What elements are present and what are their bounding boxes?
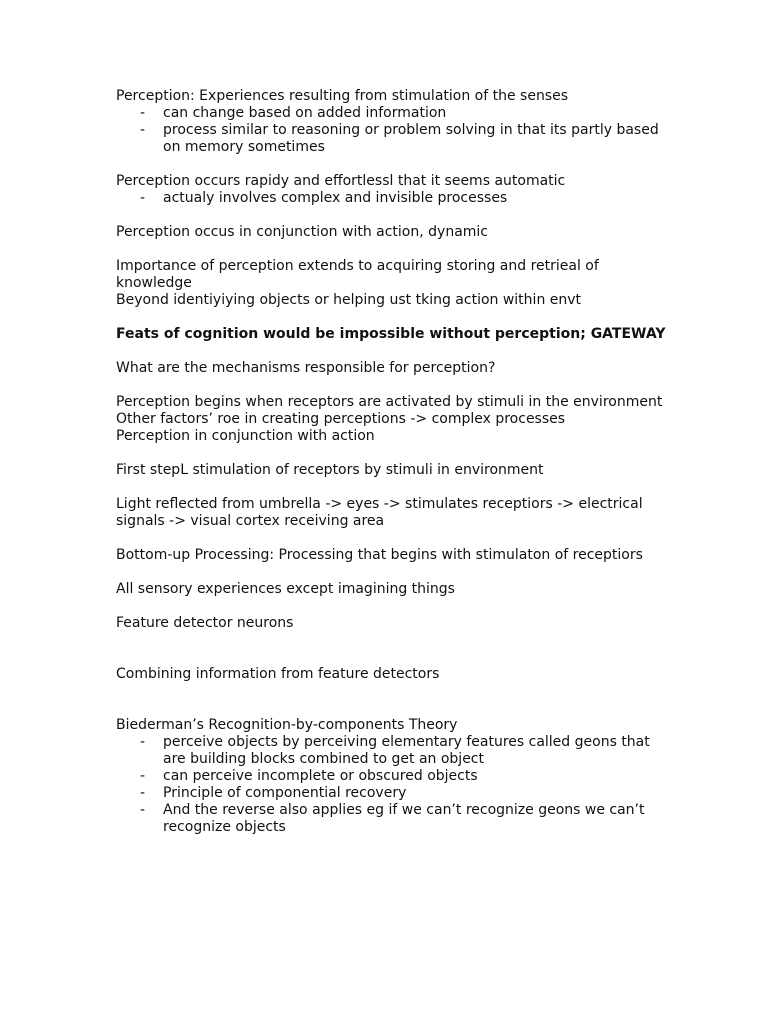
bullet-list xyxy=(116,190,676,207)
bullet-list xyxy=(116,734,676,836)
list-item: - perceive objects by perceiving elementary features called geons that are building blocks combined to get an object xyxy=(140,734,650,767)
bullet-dash: - xyxy=(140,122,146,138)
list-item: - actualy involves complex and invisible processes xyxy=(140,190,508,206)
paragraph-light-reflected: Light reflected from umbrella -> eyes -> stimulates receptiors -> electrical signals -> visual cortex receiving area xyxy=(116,496,643,529)
paragraph-first-step: First stepL stimulation of receptors by stimuli in environment xyxy=(116,462,544,478)
document-body xyxy=(116,88,676,836)
paragraph-mechanisms-question: What are the mechanisms responsible for perception? xyxy=(116,360,496,376)
bullet-dash: - xyxy=(140,734,146,750)
bullet-dash: - xyxy=(140,105,146,121)
paragraph-biederman: Biederman’s Recognition-by-components Theory xyxy=(116,717,458,733)
list-item: - can perceive incomplete or obscured objects xyxy=(140,768,478,784)
paragraph-gateway: Feats of cognition would be impossible without perception; GATEWAY xyxy=(116,326,666,342)
paragraph-feature-detector: Feature detector neurons xyxy=(116,615,294,631)
bullet-dash: - xyxy=(140,785,146,801)
list-item: - can change based on added information xyxy=(140,105,447,121)
paragraph-perception-automatic: Perception occurs rapidy and effortlessl that it seems automatic xyxy=(116,173,566,189)
paragraph-other-factors: Other factors’ roe in creating perceptions -> complex processes xyxy=(116,411,566,427)
paragraph-beyond: Beyond identiyiying objects or helping ust tking action within envt xyxy=(116,292,582,308)
list-item: - And the reverse also applies eg if we can’t recognize geons we can’t recognize objects xyxy=(140,802,645,835)
paragraph-bottom-up: Bottom-up Processing: Processing that begins with stimulaton of receptiors xyxy=(116,547,643,563)
bullet-dash: - xyxy=(140,802,146,818)
paragraph-conjunction: Perception in conjunction with action xyxy=(116,428,375,444)
paragraph-perception-definition: Perception: Experiences resulting from stimulation of the senses xyxy=(116,88,569,104)
paragraph-perception-action: Perception occus in conjunction with action, dynamic xyxy=(116,224,488,240)
bullet-dash: - xyxy=(140,768,146,784)
paragraph-sensory: All sensory experiences except imagining things xyxy=(116,581,455,597)
paragraph-combining: Combining information from feature detectors xyxy=(116,666,440,682)
list-item: - process similar to reasoning or problem solving in that its partly based on memory sometimes xyxy=(140,122,659,155)
paragraph-receptors: Perception begins when receptors are activated by stimuli in the environment xyxy=(116,394,663,410)
bullet-dash: - xyxy=(140,190,146,206)
bullet-list xyxy=(116,105,676,156)
list-item: - Principle of componential recovery xyxy=(140,785,407,801)
paragraph-importance: Importance of perception extends to acquiring storing and retrieal of knowledge xyxy=(116,258,599,291)
